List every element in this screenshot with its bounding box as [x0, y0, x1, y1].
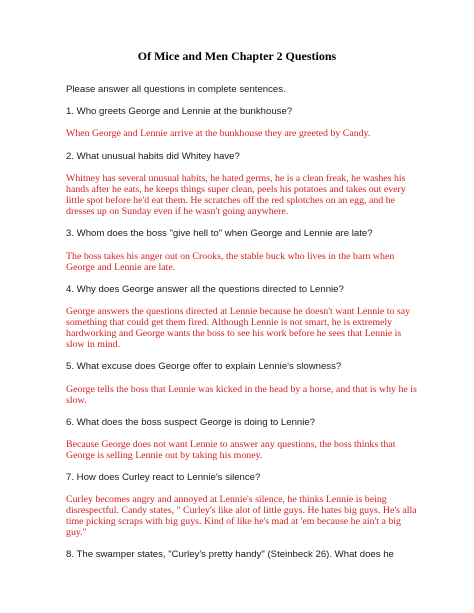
answer-2-line: dresses up on Sunday even if he wasn't going anywhere. [66, 206, 289, 217]
answer-7-line: guy." [66, 527, 87, 538]
answer-4-line: George answers the questions directed at Lennie because he doesn't want Lennie to say [66, 306, 411, 317]
question-7-text: 7. How does Curley react to Lennie's silence? [66, 472, 261, 483]
instructions-text: Please answer all questions in complete sentences. [66, 84, 286, 95]
answer-6-line: Because George does not want Lennie to answer any questions, the boss thinks that [66, 439, 396, 450]
question-2-text: 2. What unusual habits did Whitey have? [66, 151, 240, 162]
question-8-text: 8. The swamper states, "Curley's pretty handy" (Steinbeck 26). What does he [66, 549, 394, 560]
answer-4-line: slow in mind. [66, 339, 121, 350]
document-title: Of Mice and Men Chapter 2 Questions [137, 49, 337, 63]
answer-2-line: little spot before he'd eat them. He scratches off the red splotches on an egg, and he [66, 195, 396, 206]
answer-7-line: time picking scraps with big guys. Kind of like he's mad at 'em because he ain't a big [66, 516, 401, 527]
answer-5-line: slow. [66, 395, 87, 406]
answer-7-line: disrespectful. Candy states, " Curley's like alot of little guys. He hates big guys. He's alla [66, 505, 417, 516]
question-3-text: 3. Whom does the boss "give hell to" when George and Lennie are late? [66, 228, 373, 239]
question-5-text: 5. What excuse does George offer to explain Lennie's slowness? [66, 361, 342, 372]
answer-5-line: George tells the boss that Lennie was kicked in the head by a horse, and that is why he is [66, 384, 417, 395]
question-6-text: 6. What does the boss suspect George is doing to Lennie? [66, 417, 316, 428]
answer-1-line: When George and Lennie arrive at the bunkhouse they are greeted by Candy. [66, 128, 371, 139]
question-1-text: 1. Who greets George and Lennie at the bunkhouse? [66, 106, 293, 117]
answer-3-line: George and Lennie are late. [66, 262, 176, 273]
answer-3-line: The boss takes his anger out on Crooks, the stable buck who lives in the barn when [66, 251, 395, 262]
answer-6-line: George is selling Lennie out by taking his money. [66, 450, 263, 461]
question-4-text: 4. Why does George answer all the questions directed to Lennie? [66, 284, 344, 295]
answer-7-line: Curley becomes angry and annoyed at Lennie's silence, he thinks Lennie is being [66, 494, 387, 505]
answer-4-line: something that could get them fired. Although Lennie is not smart, he is extremely [66, 317, 393, 328]
answer-2-line: hands after he eats, he keeps things super clean, peels his potatoes and takes out every [66, 184, 406, 195]
answer-2-line: Whitney has several unusual habits, he hated germs, he is a clean freak, he washes his [66, 173, 406, 184]
answer-4-line: hardworking and George wants the boss to see his work before he sees that Lennie is [66, 328, 402, 339]
